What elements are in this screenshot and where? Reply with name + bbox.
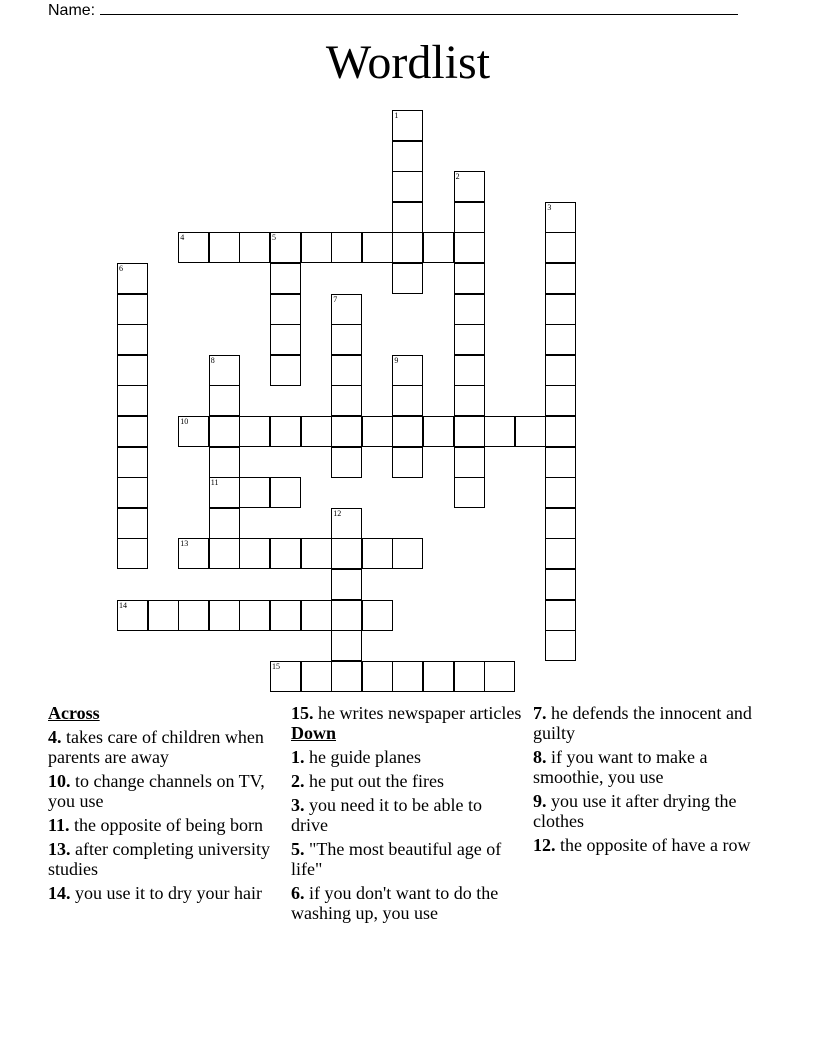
crossword-cell[interactable]	[362, 232, 393, 263]
crossword-cell[interactable]	[454, 202, 485, 233]
crossword-cell[interactable]	[270, 263, 301, 294]
crossword-cell[interactable]	[331, 416, 362, 447]
crossword-cell[interactable]	[454, 661, 485, 692]
down-clue	[533, 747, 765, 787]
crossword-cell[interactable]	[454, 416, 485, 447]
crossword-cell[interactable]	[545, 385, 576, 416]
crossword-cell[interactable]	[117, 508, 148, 539]
crossword-cell[interactable]	[239, 232, 270, 263]
crossword-cell[interactable]	[362, 661, 393, 692]
cell-number: 1	[394, 111, 399, 120]
crossword-cell[interactable]	[392, 416, 423, 447]
across-clue	[48, 883, 280, 903]
crossword-cell[interactable]	[270, 355, 301, 386]
clue-text: he put out the fires	[309, 771, 444, 791]
cell-number: 11	[210, 478, 219, 488]
crossword-cell[interactable]	[331, 447, 362, 478]
crossword-cell[interactable]	[545, 232, 576, 263]
down-clue	[533, 791, 765, 831]
crossword-cell[interactable]	[117, 385, 148, 416]
clue-text: if you don't want to do the washing up, you use	[291, 883, 499, 923]
crossword-cell[interactable]	[545, 263, 576, 294]
crossword-cell[interactable]	[331, 661, 362, 692]
clue-text: you need it to be able to drive	[291, 795, 482, 835]
clue-text: if you want to make a smoothie, you use	[533, 747, 708, 787]
crossword-cell[interactable]	[301, 600, 332, 631]
cell-number: 3	[547, 202, 552, 212]
clue-text: you use it after drying the clothes	[533, 791, 737, 831]
crossword-cell[interactable]	[545, 447, 576, 478]
crossword-cell[interactable]	[454, 263, 485, 294]
crossword-cell[interactable]	[545, 600, 576, 631]
crossword-cell[interactable]	[117, 416, 148, 447]
crossword-cell[interactable]	[270, 232, 301, 263]
crossword-cell[interactable]	[239, 538, 270, 569]
crossword-cell[interactable]	[209, 447, 240, 478]
crossword-cell[interactable]	[117, 600, 148, 631]
crossword-cell[interactable]	[392, 355, 423, 386]
crossword-cell[interactable]	[454, 294, 485, 325]
page-title: Wordlist	[325, 36, 491, 89]
crossword-cell[interactable]	[209, 600, 240, 631]
cell-number: 15	[272, 661, 280, 671]
crossword-cell[interactable]	[331, 324, 362, 355]
crossword-cell[interactable]	[117, 355, 148, 386]
crossword-cell[interactable]	[239, 416, 270, 447]
crossword-cell[interactable]	[392, 232, 423, 263]
crossword-cell[interactable]	[178, 600, 209, 631]
crossword-cell[interactable]	[392, 385, 423, 416]
crossword-cell[interactable]	[117, 294, 148, 325]
clue-text: the opposite of being born	[74, 815, 263, 835]
down-clue	[291, 839, 523, 879]
crossword-cell[interactable]	[239, 600, 270, 631]
crossword-cell[interactable]	[331, 630, 362, 661]
across-clue	[48, 727, 280, 767]
crossword-cell[interactable]	[454, 447, 485, 478]
down-clue	[291, 747, 523, 767]
crossword-cell[interactable]	[148, 600, 179, 631]
clue-text: he defends the innocent and guilty	[533, 703, 752, 743]
crossword-cell[interactable]	[392, 263, 423, 294]
crossword-cell[interactable]	[117, 447, 148, 478]
crossword-cell[interactable]	[301, 538, 332, 569]
crossword-cell[interactable]	[454, 355, 485, 386]
crossword-cell[interactable]	[423, 661, 454, 692]
crossword-cell[interactable]	[301, 661, 332, 692]
clue-number: 9.	[533, 791, 547, 811]
clue-column-3	[533, 703, 765, 859]
crossword-cell[interactable]	[545, 569, 576, 600]
crossword-cell[interactable]	[362, 416, 393, 447]
clue-number: 12.	[533, 835, 556, 855]
clue-text: after completing university studies	[48, 839, 270, 879]
clue-number: 7.	[533, 703, 547, 723]
down-clue	[533, 703, 765, 743]
across-clue	[48, 839, 280, 879]
crossword-cell[interactable]	[117, 263, 148, 294]
crossword-cell[interactable]	[331, 600, 362, 631]
crossword-cell[interactable]	[239, 477, 270, 508]
crossword-cell[interactable]	[392, 110, 423, 141]
crossword-cell[interactable]	[392, 661, 423, 692]
crossword-cell[interactable]	[454, 477, 485, 508]
cell-number: 6	[119, 264, 123, 273]
crossword-cell[interactable]	[545, 538, 576, 569]
crossword-cell[interactable]	[178, 232, 209, 263]
clue-number: 3.	[291, 795, 305, 815]
down-heading: Down	[291, 723, 337, 743]
across-clue	[291, 703, 523, 723]
crossword-cell[interactable]	[178, 416, 209, 447]
crossword-cell[interactable]	[117, 477, 148, 508]
crossword-cell[interactable]	[270, 416, 301, 447]
clue-column-2	[291, 703, 523, 927]
crossword-cell[interactable]	[331, 294, 362, 325]
crossword-cell[interactable]	[331, 385, 362, 416]
crossword-cell[interactable]	[362, 538, 393, 569]
name-label: Name:	[48, 2, 96, 19]
crossword-cell[interactable]	[515, 416, 546, 447]
crossword-cell[interactable]	[392, 141, 423, 172]
across-clue	[48, 815, 280, 835]
crossword-cell[interactable]	[545, 508, 576, 539]
clue-text: to change channels on TV, you use	[48, 771, 265, 811]
crossword-cell[interactable]	[545, 477, 576, 508]
cell-number: 12	[333, 508, 342, 518]
cell-number: 10	[180, 417, 189, 426]
crossword-cell[interactable]	[392, 538, 423, 569]
clue-number: 14.	[48, 883, 71, 903]
crossword-cell[interactable]	[545, 202, 576, 233]
clue-text: you use it to dry your hair	[75, 883, 262, 903]
clue-number: 5.	[291, 839, 305, 859]
clue-text: the opposite of have a row	[560, 835, 751, 855]
across-clue	[48, 771, 280, 811]
crossword-cell[interactable]	[454, 232, 485, 263]
down-clue	[291, 771, 523, 791]
crossword-cell[interactable]	[454, 324, 485, 355]
clue-text: he writes newspaper articles	[318, 703, 522, 723]
crossword-cell[interactable]	[270, 600, 301, 631]
clue-text: he guide planes	[309, 747, 421, 767]
clue-text: "The most beautiful age of life"	[291, 839, 502, 879]
crossword-cell[interactable]	[209, 416, 240, 447]
clue-number: 15.	[291, 703, 314, 723]
clue-number: 4.	[48, 727, 62, 747]
crossword-cell[interactable]	[331, 508, 362, 539]
crossword-cell[interactable]	[270, 477, 301, 508]
crossword-cell[interactable]	[209, 232, 240, 263]
crossword-cell[interactable]	[545, 355, 576, 386]
crossword-cell[interactable]	[301, 416, 332, 447]
crossword-cell[interactable]	[423, 416, 454, 447]
crossword-cell[interactable]	[301, 232, 332, 263]
crossword-cell[interactable]	[545, 324, 576, 355]
crossword-cell[interactable]	[117, 324, 148, 355]
cell-number: 7	[333, 294, 338, 304]
cell-number: 5	[272, 233, 276, 243]
crossword-cell[interactable]	[209, 355, 240, 386]
crossword-cell[interactable]	[484, 661, 515, 692]
crossword-cell[interactable]	[331, 569, 362, 600]
crossword-cell[interactable]	[362, 600, 393, 631]
crossword-cell[interactable]	[392, 447, 423, 478]
down-clue	[291, 795, 523, 835]
clue-number: 8.	[533, 747, 547, 767]
crossword-cell[interactable]	[331, 355, 362, 386]
crossword-cell[interactable]	[454, 385, 485, 416]
crossword-cell[interactable]	[209, 477, 240, 508]
crossword-cell[interactable]	[209, 508, 240, 539]
crossword-cell[interactable]	[270, 324, 301, 355]
crossword-cell[interactable]	[484, 416, 515, 447]
crossword-cell[interactable]	[209, 538, 240, 569]
crossword-cell[interactable]	[270, 538, 301, 569]
cell-number: 14	[119, 600, 127, 610]
crossword-cell[interactable]	[178, 538, 209, 569]
crossword-cell[interactable]	[270, 294, 301, 325]
cell-number: 8	[210, 355, 215, 365]
crossword-cell[interactable]	[545, 416, 576, 447]
crossword-cell[interactable]	[545, 630, 576, 661]
clue-number: 10.	[48, 771, 71, 791]
clue-number: 2.	[291, 771, 305, 791]
crossword-cell[interactable]	[392, 171, 423, 202]
clue-number: 11.	[48, 815, 70, 835]
crossword-cell[interactable]	[454, 171, 485, 202]
crossword-cell[interactable]	[331, 538, 362, 569]
clue-number: 6.	[291, 883, 305, 903]
cell-number: 2	[455, 172, 460, 182]
cell-number: 4	[180, 233, 185, 243]
crossword-cell[interactable]	[545, 294, 576, 325]
crossword-cell[interactable]	[392, 202, 423, 233]
clue-text: takes care of children when parents are away	[48, 727, 264, 767]
cell-number: 9	[394, 355, 399, 365]
down-clue	[291, 883, 523, 923]
across-heading: Across	[48, 703, 100, 723]
crossword-cell[interactable]	[209, 385, 240, 416]
down-clue	[533, 835, 765, 855]
clue-column-1	[48, 703, 280, 907]
crossword-cell[interactable]	[117, 538, 148, 569]
crossword-cell[interactable]	[331, 232, 362, 263]
crossword-cell[interactable]	[270, 661, 301, 692]
cell-number: 13	[180, 539, 189, 549]
clue-number: 1.	[291, 747, 305, 767]
crossword-cell[interactable]	[423, 232, 454, 263]
clue-number: 13.	[48, 839, 71, 859]
